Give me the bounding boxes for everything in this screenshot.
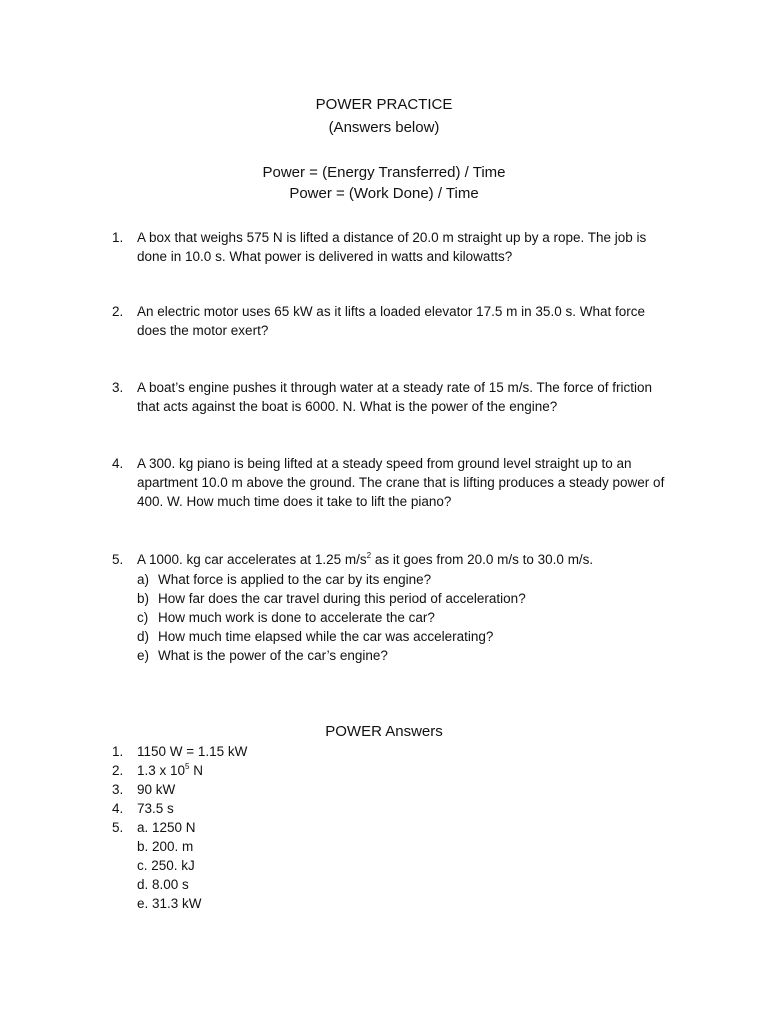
page-subtitle: (Answers below) — [328, 119, 440, 136]
question-text: A 300. kg piano is being lifted at a steady speed from ground level straight up to an apartment 10.0 m above the ground. The crane that is lifting produces a steady power of 400. W. How much time does it take to lift the piano? — [137, 456, 665, 509]
question-number: 1. — [112, 230, 124, 245]
question-text — [137, 550, 672, 569]
question-number: 2. — [112, 304, 124, 319]
subquestion-b — [137, 589, 657, 608]
question-text: An electric motor uses 65 kW as it lifts a loaded elevator 17.5 m in 35.0 s. What force does the motor exert? — [137, 304, 645, 338]
subquestion-text: How much time elapsed while the car was accelerating? — [158, 629, 494, 644]
answer-2 — [112, 761, 412, 780]
answer-number: 4. — [112, 801, 124, 816]
answer-5e — [112, 894, 412, 913]
superscript: 5 — [185, 762, 190, 771]
subquestion-e — [137, 646, 657, 665]
formula-work: Power = (Work Done) / Time — [289, 185, 479, 202]
question-text-after: as it goes from 20.0 m/s to 30.0 m/s. — [371, 552, 594, 567]
answer-text: 90 kW — [137, 782, 176, 797]
answer-5a — [112, 818, 412, 837]
answer-3 — [112, 780, 412, 799]
answer-text: a. 1250 N — [137, 820, 196, 835]
answer-1 — [112, 742, 412, 761]
formula-energy: Power = (Energy Transferred) / Time — [262, 164, 506, 181]
subquestion-letter: c) — [137, 610, 149, 625]
question-text-before: A 1000. kg car accelerates at 1.25 m/s — [137, 552, 367, 567]
answer-4 — [112, 799, 412, 818]
answer-number: 2. — [112, 763, 124, 778]
answer-5d — [112, 875, 412, 894]
answer-number: 3. — [112, 782, 124, 797]
subquestion-letter: a) — [137, 572, 150, 587]
answer-text: c. 250. kJ — [137, 858, 195, 873]
subquestion-a — [137, 570, 657, 589]
answer-text: d. 8.00 s — [137, 877, 189, 892]
answer-number: 1. — [112, 744, 124, 759]
superscript: 2 — [366, 551, 372, 560]
subquestion-text: How much work is done to accelerate the car? — [158, 610, 435, 625]
question-text: A box that weighs 575 N is lifted a distance of 20.0 m straight up by a rope. The job is done in 10.0 s. What power is delivered in watts and kilowatts? — [137, 230, 647, 264]
answers-list — [112, 742, 412, 913]
answer-text: 1150 W = 1.15 kW — [137, 744, 248, 759]
question-number: 5. — [112, 552, 124, 567]
question-number: 4. — [112, 456, 124, 471]
subquestion-letter: b) — [137, 591, 150, 606]
question-4 — [112, 454, 672, 511]
answer-5b — [112, 837, 412, 856]
answer-text: e. 31.3 kW — [137, 896, 202, 911]
subquestion-text: How far does the car travel during this period of acceleration? — [158, 591, 526, 606]
answers-heading: POWER Answers — [325, 723, 443, 740]
page-title: POWER PRACTICE — [315, 96, 453, 113]
subquestion-c — [137, 608, 657, 627]
subquestion-d — [137, 627, 657, 646]
subquestion-letter: d) — [137, 629, 150, 644]
subquestion-text: What is the power of the car’s engine? — [158, 648, 388, 663]
answer-text-after: N — [189, 763, 203, 778]
answer-text: b. 200. m — [137, 839, 194, 854]
subquestion-text: What force is applied to the car by its engine? — [158, 572, 432, 587]
question-text: A boat’s engine pushes it through water at a steady rate of 15 m/s. The force of friction that acts against the boat is 6000. N. What is the power of the engine? — [137, 380, 653, 414]
answer-text — [137, 761, 203, 780]
question-number: 3. — [112, 380, 124, 395]
question-1 — [112, 228, 672, 266]
answer-text: 73.5 s — [137, 801, 174, 816]
question-5 — [112, 550, 672, 569]
answer-number: 5. — [112, 820, 124, 835]
subquestion-letter: e) — [137, 648, 150, 663]
answer-text-before: 1.3 x 10 — [137, 763, 186, 778]
answer-5c — [112, 856, 412, 875]
subquestion-list — [137, 570, 657, 665]
question-3 — [112, 378, 672, 416]
question-2 — [112, 302, 672, 340]
